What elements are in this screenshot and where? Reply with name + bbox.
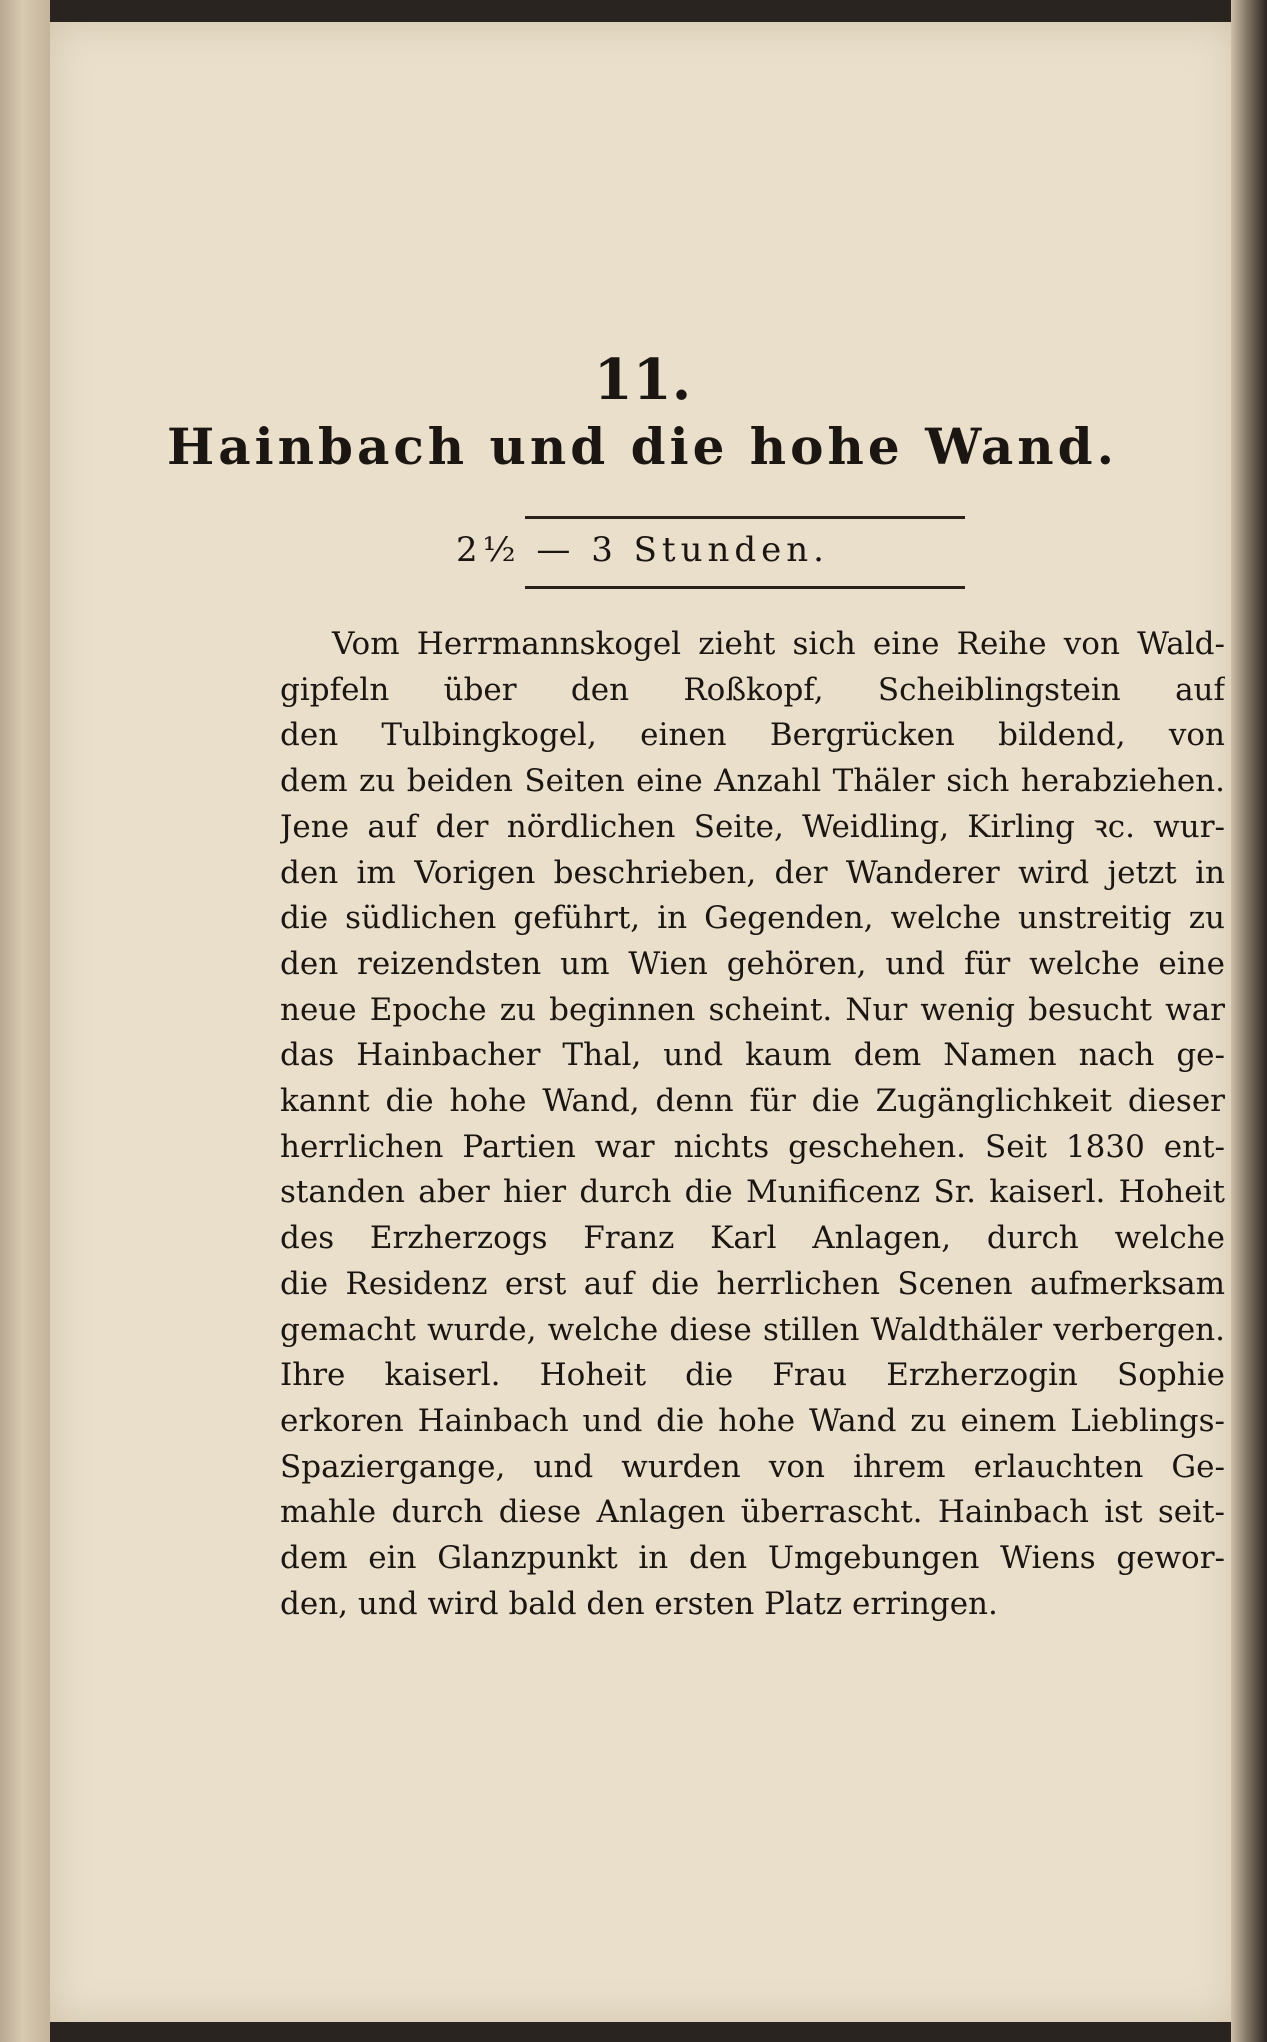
page (50, 22, 1235, 2022)
chapter-duration: 2½ — 3 Stunden. (456, 530, 829, 570)
rule-bottom (525, 586, 965, 589)
text-line: Spaziergange, und wurden von ihrem erlauchten Ge- (280, 1448, 1225, 1485)
text-line: dem ein Glanzpunkt in den Umgebungen Wiens gewor- (280, 1540, 1225, 1577)
book-spine (0, 0, 50, 2042)
text-line: herrlichen Partien war nichts geschehen. Seit 1830 ent- (280, 1128, 1225, 1165)
text-line: dem zu beiden Seiten eine Anzahl Thäler sich herabziehen. (280, 763, 1225, 800)
rule-top (525, 516, 965, 519)
text-line: den reizendsten um Wien gehören, und für welche eine (280, 945, 1225, 982)
text-line: mahle durch diese Anlagen überrascht. Hainbach ist seit- (280, 1494, 1225, 1531)
chapter-number: 11. (593, 347, 692, 413)
text-line: die südlichen geführt, in Gegenden, welche unstreitig zu (280, 900, 1225, 937)
text-line: des Erzherzogs Franz Karl Anlagen, durch welche (280, 1220, 1225, 1257)
chapter-title: Hainbach und die hohe Wand. (167, 417, 1118, 476)
text-line: den Tulbingkogel, einen Bergrücken bildend, von (280, 717, 1225, 754)
text-line: gipfeln über den Roßkopf, Scheiblingstein auf (280, 671, 1225, 708)
text-line: erkoren Hainbach und die hohe Wand zu einem Lieblings- (280, 1402, 1225, 1439)
text-line: kannt die hohe Wand, denn für die Zugänglichkeit dieser (280, 1083, 1225, 1120)
text-line: den im Vorigen beschrieben, der Wanderer wird jetzt in (280, 854, 1225, 891)
text-line: neue Epoche zu beginnen scheint. Nur wenig besucht war (280, 991, 1225, 1028)
text-line: Jene auf der nördlichen Seite, Weidling, Kirling ꝛc. wur- (280, 808, 1225, 845)
page-edge (1231, 0, 1267, 2042)
text-line: die Residenz erst auf die herrlichen Scenen aufmerksam (280, 1265, 1225, 1302)
text-line: gemacht wurde, welche diese stillen Waldthäler verbergen. (280, 1311, 1225, 1348)
text-line: Vom Herrmannskogel zieht sich eine Reihe von Wald- (332, 626, 1225, 662)
body-text (280, 622, 1225, 1627)
text-line: den, und wird bald den ersten Platz erringen. (280, 1585, 998, 1622)
text-line: Ihre kaiserl. Hoheit die Frau Erzherzogin Sophie (280, 1357, 1225, 1394)
text-line: das Hainbacher Thal, und kaum dem Namen nach ge- (280, 1037, 1225, 1074)
text-line: standen aber hier durch die Munificenz Sr. kaiserl. Hoheit (280, 1174, 1225, 1211)
